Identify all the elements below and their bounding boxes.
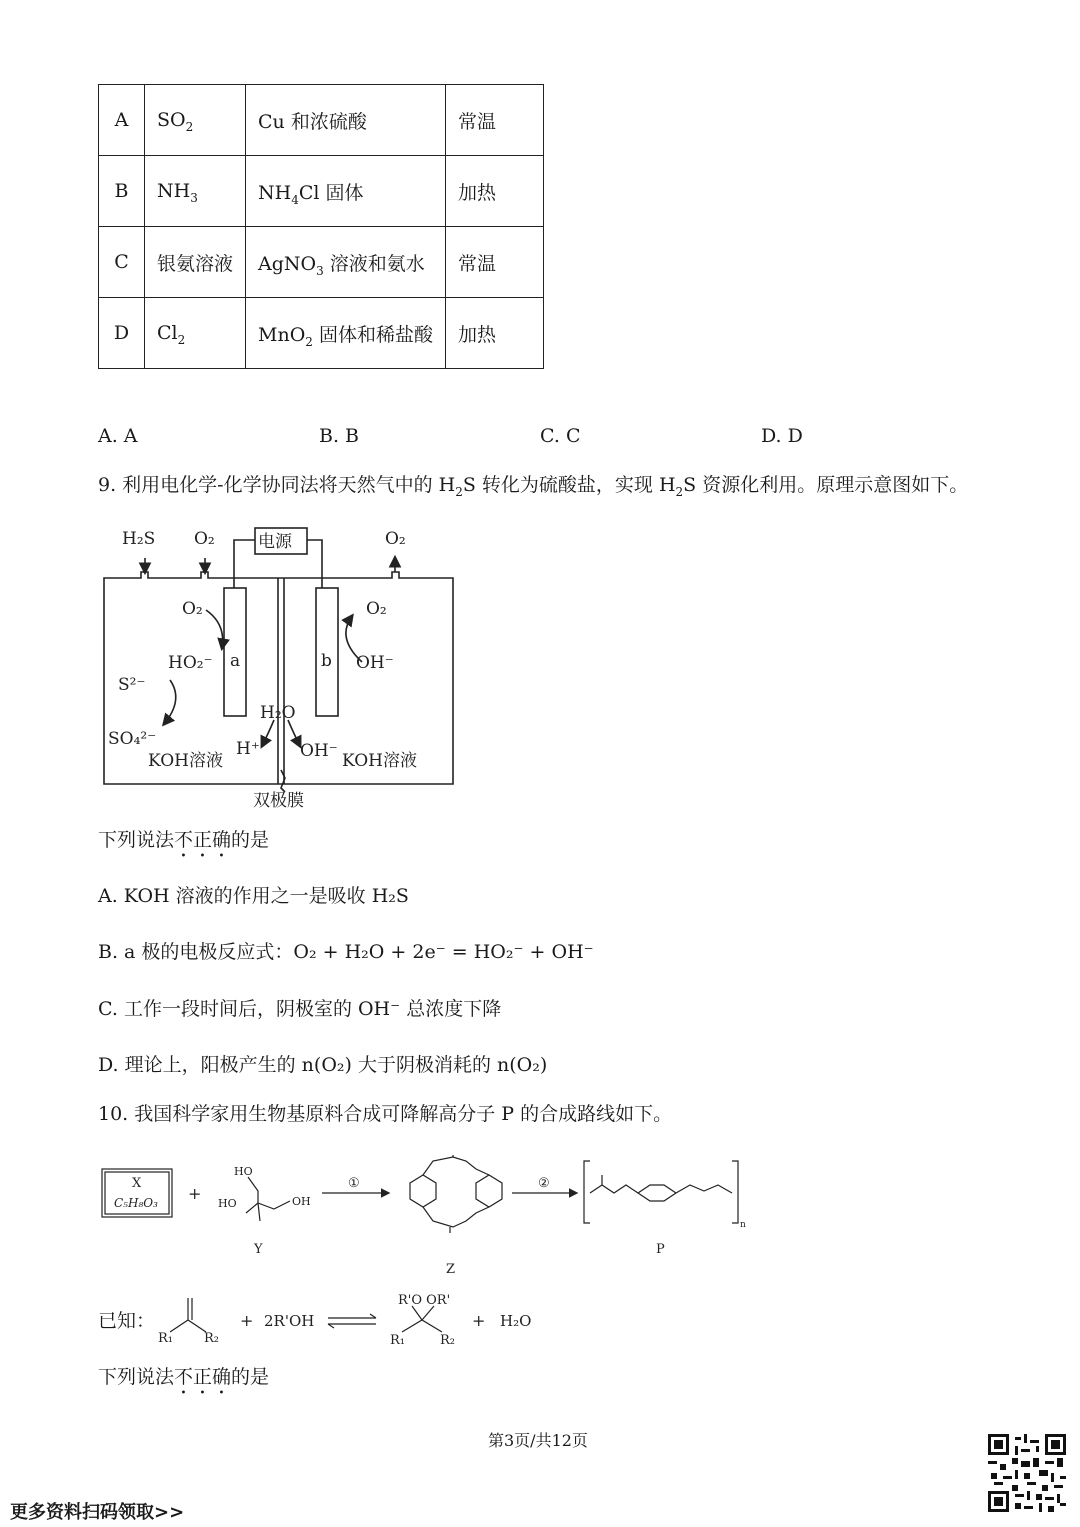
diagram-o2-inlet-label: O₂ [194,529,215,549]
known-reagent: 2R'OH [264,1312,315,1330]
diagram-s2-label: S²⁻ [118,675,146,695]
diagram-h2s-label: H₂S [122,529,156,549]
q9-option-c[interactable]: C. 工作一段时间后，阴极室的 OH⁻ 总浓度下降 [98,998,502,1020]
y-label: Y [254,1242,263,1257]
q9-option-d[interactable]: D. 理论上，阳极产生的 n(O₂) 大于阴极消耗的 n(O₂) [98,1054,548,1076]
q8-option-d[interactable]: D. D [761,425,803,447]
known-r1-product: R₁ [390,1333,405,1348]
plus-sign: + [188,1184,202,1203]
electrode-b-label: b [321,651,332,671]
reagent-cell: Cu 和浓硫酸 [246,85,446,156]
condition-cell: 加热 [445,156,543,227]
table-row [99,227,544,298]
x-formula: C₅H₈O₃ [114,1196,158,1210]
reagent-cell: AgNO$_3$ 溶液和氨水 [246,227,446,298]
diagram-h-plus-label: H⁺ [236,739,260,759]
q9-prompt: 下列说法不正确的是 [98,829,270,851]
q8-option-b[interactable]: B. B [319,425,360,447]
q10-stem: 10. 我国科学家用生物基原料合成可降解高分子 P 的合成路线如下。 [98,1103,673,1125]
diagram-oh-mid-label: OH⁻ [300,741,338,761]
known-label: 已知： [98,1310,156,1332]
diagram-power-label: 电源 [258,532,292,552]
y-ho-top: HO [234,1165,253,1178]
gas-cell: $SO_2$ [145,85,246,156]
known-reaction-diagram [150,1290,550,1352]
diagram-o2-b-label: O₂ [366,599,387,619]
membrane-label: 双极膜 [253,791,304,811]
step-2-label: ② [538,1176,550,1191]
qr-code-icon[interactable] [988,1434,1066,1512]
condition-cell: 加热 [445,298,543,369]
reagent-cell: MnO$_2$ 固体和稀盐酸 [246,298,446,369]
diagram-so4-label: SO₄²⁻ [108,729,157,749]
gas-cell: $NH_3$ [145,156,246,227]
known-roor: R'O OR' [398,1293,451,1308]
row-letter: B [99,156,145,227]
y-ho-left: HO [218,1197,237,1210]
row-letter: D [99,298,145,369]
q8-option-c[interactable]: C. C [540,425,581,447]
page-number: 第3页/共12页 [488,1431,588,1450]
electrolysis-diagram [98,520,458,815]
q10-prompt: 下列说法不正确的是 [98,1366,270,1388]
table-row [99,298,544,369]
row-letter: A [99,85,145,156]
p-label: P [656,1242,665,1257]
reagent-table [98,84,544,369]
y-oh-right: OH [292,1195,311,1208]
known-r2-product: R₂ [440,1333,455,1348]
known-r2: R₂ [204,1331,219,1346]
diagram-o2-outlet-label: O₂ [385,529,406,549]
q8-option-a[interactable]: A. A [98,425,138,447]
q9-option-b[interactable]: B. a 极的电极反应式：O₂ + H₂O + 2e⁻ = HO₂⁻ + OH⁻ [98,941,594,963]
polymer-n: n [740,1220,746,1230]
z-label: Z [446,1262,456,1277]
koh-right-label: KOH溶液 [342,751,418,771]
step-1-label: ① [348,1176,360,1191]
electrode-a-label: a [230,651,241,671]
known-water: H₂O [500,1312,532,1330]
diagram-h2o-label: H₂O [260,703,296,723]
q9-stem: 9. 利用电化学-化学协同法将天然气中的 $H_2S$ 转化为硫酸盐，实现 $H_2S$ 资源化利用。原理示意图如下。 [98,474,969,499]
gas-cell: $Cl_2$ [145,298,246,369]
condition-cell: 常温 [445,85,543,156]
known-plus-1: + [240,1311,254,1330]
synthesis-route-diagram [98,1155,758,1285]
footer-cta-link[interactable]: 更多资料扫码领取>> [10,1502,185,1523]
known-r1: R₁ [158,1331,173,1346]
x-label: X [132,1176,142,1191]
gas-cell: 银氨溶液 [145,227,246,298]
diagram-ho2-label: HO₂⁻ [168,653,213,673]
table-row [99,156,544,227]
diagram-o2-a-label: O₂ [182,599,203,619]
table-row [99,85,544,156]
reagent-cell: $NH_4Cl$ 固体 [246,156,446,227]
q9-option-a[interactable]: A. KOH 溶液的作用之一是吸收 H₂S [98,885,409,907]
condition-cell: 常温 [445,227,543,298]
diagram-oh-b-label: OH⁻ [356,653,394,673]
koh-left-label: KOH溶液 [148,751,224,771]
row-letter: C [99,227,145,298]
known-plus-2: + [472,1311,486,1330]
